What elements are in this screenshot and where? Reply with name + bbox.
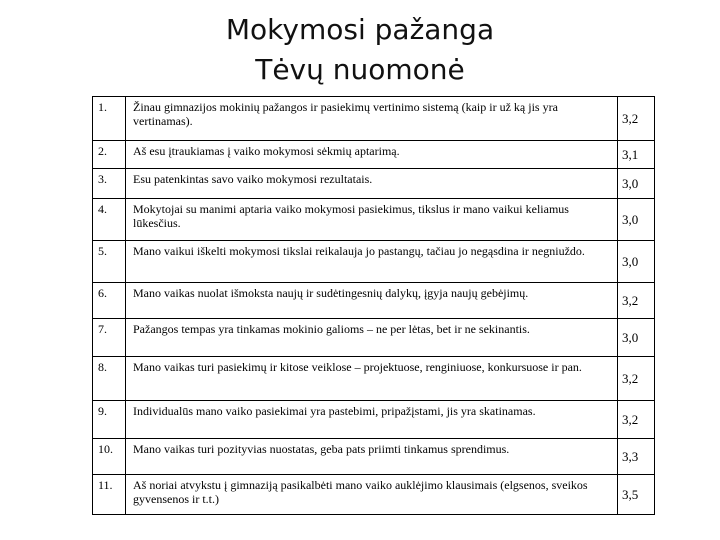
- row-score: 3,0: [618, 169, 655, 199]
- slide-title: [0, 10, 720, 90]
- table-row: [93, 169, 655, 199]
- row-number: 2.: [93, 141, 126, 169]
- title-line-2: Tėvų nuomonė: [255, 53, 465, 86]
- row-statement: Mano vaikui iškelti mokymosi tikslai reikalauja jo pastangų, tačiau jo negąsdina ir negniuždo.: [126, 241, 618, 283]
- row-number: 11.: [93, 475, 126, 515]
- row-score: 3,0: [618, 319, 655, 357]
- row-statement: Mano vaikas nuolat išmoksta naujų ir sudėtingesnių dalykų, įgyja naujų gebėjimų.: [126, 283, 618, 319]
- title-line-1: Mokymosi pažanga: [225, 13, 495, 46]
- row-score: 3,0: [618, 241, 655, 283]
- row-statement: Mokytojai su manimi aptaria vaiko mokymosi pasiekimus, tikslus ir mano vaikui keliamus lūkesčius.: [126, 199, 618, 241]
- row-statement: Mano vaikas turi pasiekimų ir kitose veiklose – projektuose, renginiuose, konkursuose ir pan.: [126, 357, 618, 401]
- survey-table: [92, 96, 655, 515]
- row-statement: Aš noriai atvykstu į gimnaziją pasikalbėti mano vaiko auklėjimo klausimais (elgsenos, sveikos gyvensenos ir t.t.): [126, 475, 618, 515]
- table-row: [93, 141, 655, 169]
- row-statement: Mano vaikas turi pozityvias nuostatas, geba pats priimti tinkamus sprendimus.: [126, 439, 618, 475]
- row-score: 3,5: [618, 475, 655, 515]
- table-row: [93, 199, 655, 241]
- row-number: 9.: [93, 401, 126, 439]
- table-row: [93, 97, 655, 141]
- row-number: 1.: [93, 97, 126, 141]
- row-statement: Individualūs mano vaiko pasiekimai yra pastebimi, pripažįstami, jis yra skatinamas.: [126, 401, 618, 439]
- table-row: [93, 283, 655, 319]
- row-statement: Esu patenkintas savo vaiko mokymosi rezultatais.: [126, 169, 618, 199]
- row-score: 3,2: [618, 283, 655, 319]
- row-number: 6.: [93, 283, 126, 319]
- row-score: 3,2: [618, 401, 655, 439]
- table-row: [93, 319, 655, 357]
- table-row: [93, 439, 655, 475]
- table-row: [93, 241, 655, 283]
- row-score: 3,3: [618, 439, 655, 475]
- row-statement: Žinau gimnazijos mokinių pažangos ir pasiekimų vertinimo sistemą (kaip ir už ką jis yra vertinamas).: [126, 97, 618, 141]
- row-number: 4.: [93, 199, 126, 241]
- row-score: 3,1: [618, 141, 655, 169]
- row-number: 5.: [93, 241, 126, 283]
- row-score: 3,2: [618, 357, 655, 401]
- table-row: [93, 401, 655, 439]
- survey-rows: [93, 97, 655, 515]
- row-statement: Aš esu įtraukiamas į vaiko mokymosi sėkmių aptarimą.: [126, 141, 618, 169]
- row-score: 3,2: [618, 97, 655, 141]
- row-number: 10.: [93, 439, 126, 475]
- row-number: 7.: [93, 319, 126, 357]
- table-row: [93, 357, 655, 401]
- table-row: [93, 475, 655, 515]
- row-score: 3,0: [618, 199, 655, 241]
- row-number: 3.: [93, 169, 126, 199]
- row-statement: Pažangos tempas yra tinkamas mokinio galioms – ne per lėtas, bet ir ne sekinantis.: [126, 319, 618, 357]
- row-number: 8.: [93, 357, 126, 401]
